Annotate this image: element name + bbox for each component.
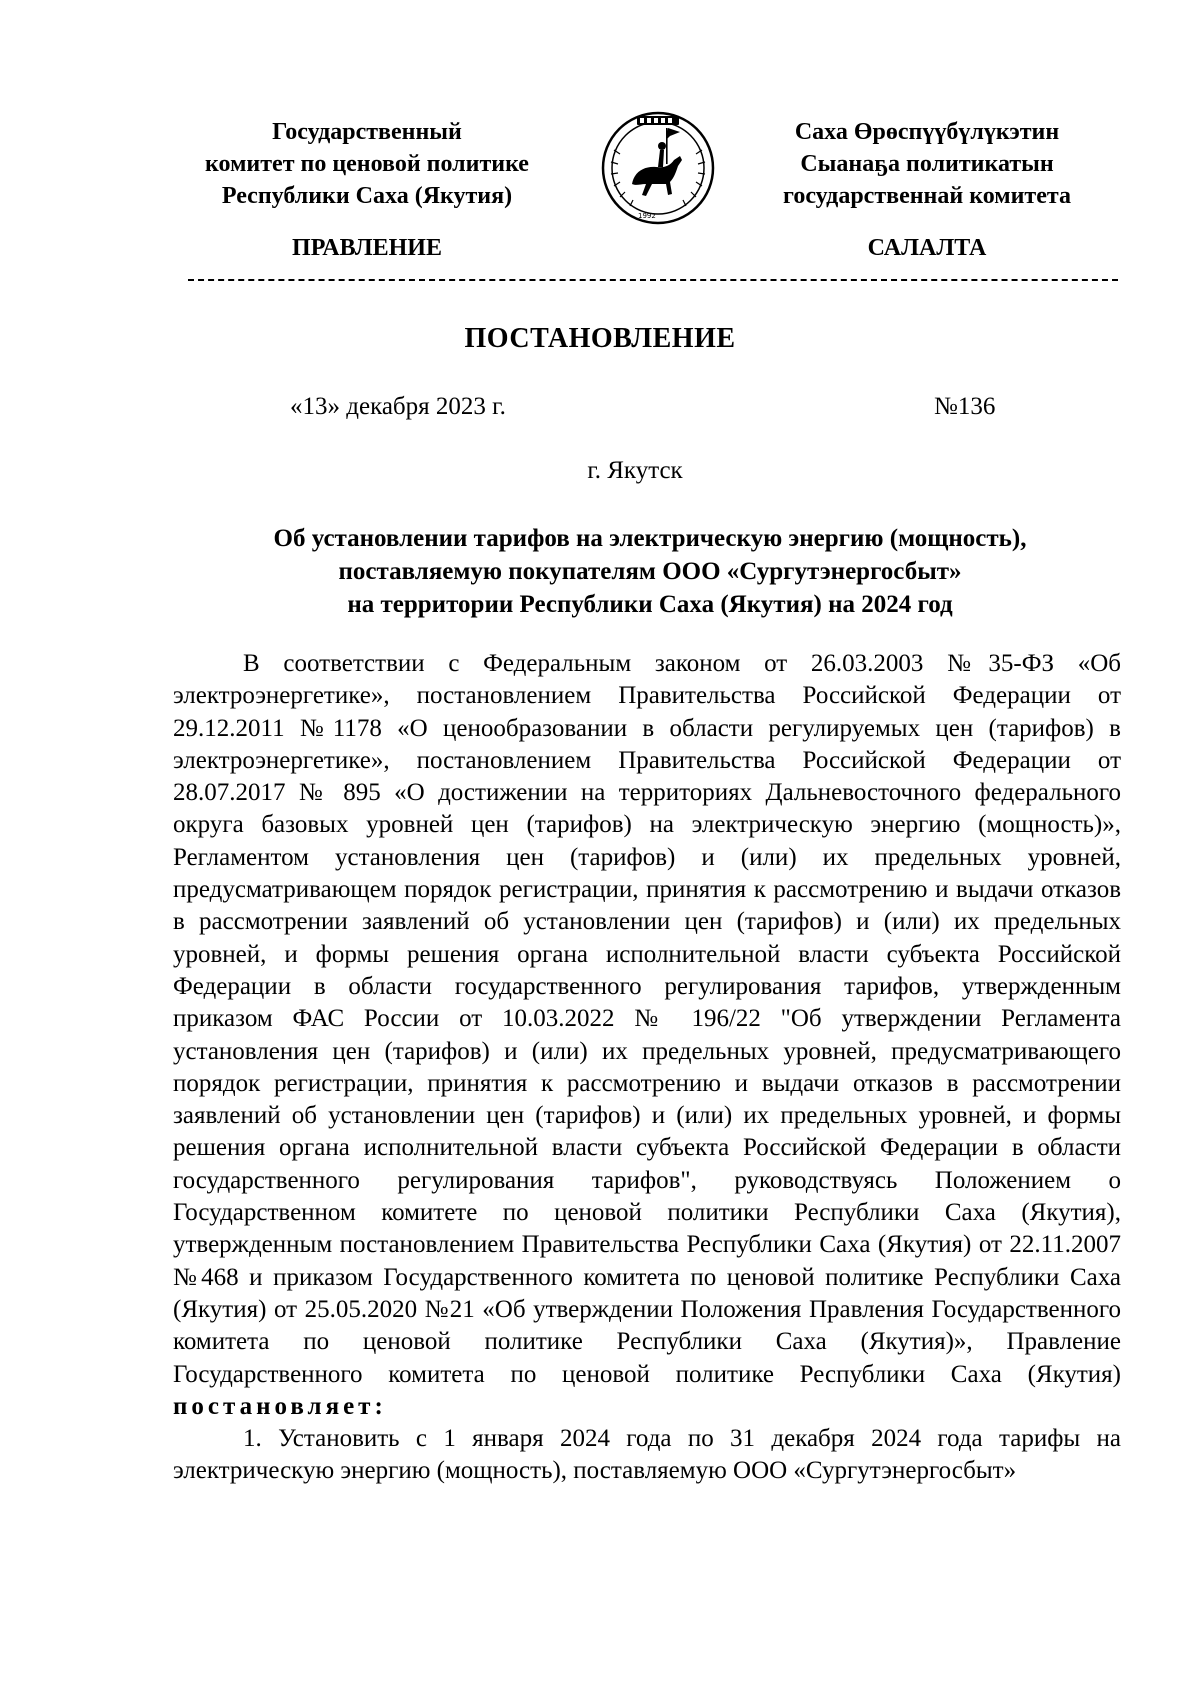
preamble-text: В соответствии с Федеральным законом от 26.03.2003 №35-ФЗ «Об электроэнергетике», постановлением Правительства Российской Федерации от 29.12.2011 №1178 «О ценообразовании в области регулируемых цен (тарифов) в электроэнергетике», постановлением Правительства Российской Федерации от 28.07.2017 № 895 «О достижении на территориях Дальневосточного федерального округа базовых уровней цен (тарифов) на электрическую энергию (мощность)», Регламентом установления цен (тарифов) и (или) их предельных уровней, предусматривающем порядок регистрации, принятия к рассмотрению и выдачи отказов в рассмотрении заявлений об установлении цен (тарифов) и (или) их предельных уровней, и формы решения органа исполнительной власти субъекта Российской Федерации в области государственного регулирования тарифов, утвержденным приказом ФАС России от 10.03.2022 № 196/22 "Об утверждении Регламента установления цен (тарифов) и (или) их предельных уровней, предусматривающего порядок регистрации, принятия к рассмотрению и выдачи отказов в рассмотрении заявлений об установлении цен (тарифов) и (или) их предельных уровней, и формы решения органа исполнительной власти субъекта Российской Федерации в области государственного регулирования тарифов", руководствуясь Положением о Государственном комитете по ценовой политики Республики Саха (Якутия), утвержденным постановлением Правительства Республики Саха (Якутия) от 22.11.2007 №468 и приказом Государственного комитета по ценовой политике Республики Саха (Якутия) от 25.05.2020 №21 «Об утверждении Положения Правления Государственного комитета по ценовой политике Республики Саха (Якутия)», Правление Государственного комитета по ценовой политике Республики Саха (Якутия) [173,650,1121,1388]
board-label-sakha: САЛАЛТА [867,235,987,261]
header-left-line-1: Государственный [272,119,462,145]
document-number: №136 [934,393,996,420]
header-left-line-3: Республики Саха (Якутия) [221,183,513,209]
document-title [172,522,1128,621]
board-label-ru: ПРАВЛЕНИЕ [292,235,442,261]
document-title-line-2: поставляемую покупателям ООО «Сургутэнергосбыт» [338,558,962,585]
header-right-line-2: Сыанаҕа политикатын [800,151,1054,177]
header-right-line-3: государственнай комитета [783,183,1071,209]
document-title-line-1: Об установлении тарифов на электрическую энергию (мощность), [273,525,1027,552]
header-left-line-2: комитет по ценовой политике [205,151,529,177]
preamble-paragraph [173,648,1121,1423]
sakha-coat-of-arms-icon [600,110,716,226]
document-title-line-3: на территории Республики Саха (Якутия) на 2024 год [347,591,953,618]
svg-text:1992: 1992 [638,212,656,220]
header-right-line-1: Саха Өрөспүүбүлүкэтин [794,119,1060,145]
document-type-heading: ПОСТАНОВЛЕНИЕ [464,323,736,354]
document-body [173,648,1121,1488]
decree-word: постановляет: [173,1392,387,1420]
header-right-block [752,116,1102,212]
item-1-paragraph: 1. Установить с 1 января 2024 года по 31 декабря 2024 года тарифы на электрическую энергию (мощность), поставляемую ООО «Сургутэнергосбыт» [173,1425,1121,1485]
document-date: «13» декабря 2023 г. [290,393,506,420]
header-left-block [172,116,562,212]
header-divider [188,279,1118,281]
document-city: г. Якутск [587,457,683,484]
